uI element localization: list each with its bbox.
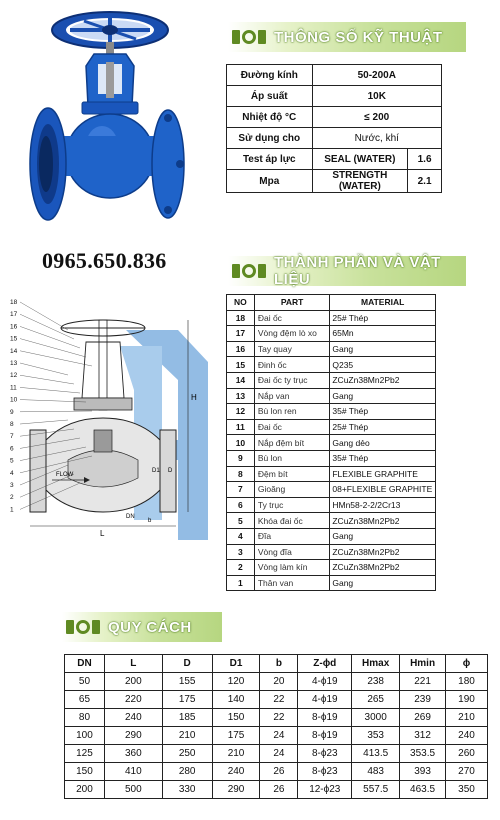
dims-cell: 239 [400,691,446,709]
test-name: SEAL (WATER) [312,149,408,170]
parts-cell-material: Gang [330,575,436,591]
test-value: 2.1 [408,170,442,193]
valve-technical-drawing [8,290,223,580]
parts-row [227,513,436,529]
dims-cell: 175 [162,691,212,709]
spec-label: Đường kính [227,65,313,86]
dims-cell: 353 [352,727,400,745]
dims-cell: 8-ϕ19 [298,727,352,745]
parts-cell-material: 35# Thép [330,404,436,420]
parts-row [227,497,436,513]
specs-header [228,22,466,52]
parts-cell-no: 15 [227,357,255,373]
dims-cell: 280 [162,763,212,781]
spec-value: 50-200A [312,65,441,86]
dims-cell: 557.5 [352,781,400,799]
spec-label: Test áp lực [227,149,313,170]
parts-cell-no: 4 [227,528,255,544]
dims-cell: 413.5 [352,745,400,763]
dims-cell: 22 [260,709,298,727]
parts-row [227,450,436,466]
phone-number: 0965.650.836 [42,248,167,273]
parts-col-material: MATERIAL [330,295,436,311]
parts-cell-material: 35# Thép [330,450,436,466]
dims-cell: 26 [260,781,298,799]
parts-row [227,404,436,420]
parts-cell-part: Bù lon ren [254,404,330,420]
dims-table [64,654,488,799]
dims-cell: 210 [446,709,488,727]
callout-leader-line [20,326,80,348]
parts-cell-part: Đệm bít [254,466,330,482]
dims-cell: 185 [162,709,212,727]
dims-cell: 330 [162,781,212,799]
dims-cell: 140 [212,691,260,709]
specs-row [227,86,442,107]
dims-cell: 290 [212,781,260,799]
dims-cell: 190 [446,691,488,709]
parts-cell-no: 2 [227,560,255,576]
parts-cell-material: FLEXIBLE GRAPHITE [330,466,436,482]
parts-cell-no: 8 [227,466,255,482]
parts-cell-no: 16 [227,341,255,357]
specs-row [227,65,442,86]
parts-header-row [227,295,436,311]
dims-title: QUY CÁCH [108,618,192,636]
dims-cell: 269 [400,709,446,727]
dims-cell: 24 [260,727,298,745]
test-name: STRENGTH (WATER) [312,170,408,193]
parts-row [227,341,436,357]
dim-DN: DN [126,514,135,520]
dims-cell: 350 [446,781,488,799]
dims-col-header: Z-ϕd [298,655,352,673]
parts-row [227,482,436,498]
parts-title: THÀNH PHẦN VÀ VẬT LIỆU [274,254,441,288]
drawing-callout: 16 [10,323,18,331]
parts-cell-no: 1 [227,575,255,591]
dims-cell: 20 [260,673,298,691]
parts-row [227,435,436,451]
spec-label: Mpa [227,170,313,193]
dim-b: b [148,518,152,524]
drawing-callout: 9 [10,408,14,416]
parts-cell-material: 25# Thép [330,419,436,435]
callout-leader-line [20,339,86,357]
parts-row [227,326,436,342]
parts-cell-no: 13 [227,388,255,404]
parts-header [228,256,466,286]
dims-row [65,691,488,709]
callout-leader-line [20,363,68,375]
drawing-callout: 18 [10,299,18,306]
flow-label: FLOW [56,472,74,478]
parts-cell-no: 9 [227,450,255,466]
parts-cell-part: Đai ốc [254,310,330,326]
dim-H: H [191,393,197,402]
dims-cell: 250 [162,745,212,763]
dims-row [65,745,488,763]
spec-value: ≤ 200 [312,107,441,128]
parts-cell-part: Nắp đệm bít [254,435,330,451]
parts-cell-part: Ty trục [254,497,330,513]
parts-row [227,544,436,560]
parts-cell-part: Bù lon [254,450,330,466]
drawing-callout: 11 [10,384,17,392]
drawing-callout: 13 [10,360,18,367]
dims-cell: 238 [352,673,400,691]
dims-row [65,763,488,781]
parts-cell-no: 5 [227,513,255,529]
drawing-callout: 2 [10,494,14,502]
parts-cell-material: Gang [330,528,436,544]
dims-cell: 260 [446,745,488,763]
parts-cell-part: Đai ốc [254,419,330,435]
dims-cell: 120 [212,673,260,691]
dims-row [65,727,488,745]
callout-leader-line [20,351,92,366]
parts-cell-no: 7 [227,482,255,498]
parts-cell-material: 65Mn [330,326,436,342]
parts-cell-material: HMn58-2-2/2Cr13 [330,497,436,513]
parts-cell-material: Gang [330,341,436,357]
callout-leader-line [20,420,68,424]
dims-cell: 50 [65,673,105,691]
brand-logo-icon [232,264,266,278]
spec-value: 10K [312,86,441,107]
parts-table [226,294,436,591]
dims-cell: 312 [400,727,446,745]
dims-cell: 265 [352,691,400,709]
valve-photo [28,6,208,226]
parts-cell-part: Đinh ốc [254,357,330,373]
parts-row [227,466,436,482]
dims-cell: 270 [446,763,488,781]
parts-cell-no: 12 [227,404,255,420]
callout-leader-line [20,375,74,384]
drawing-callout: 15 [10,335,18,343]
dims-cell: 463.5 [400,781,446,799]
specs-table [226,64,442,193]
parts-cell-no: 3 [227,544,255,560]
dims-cell: 8-ϕ23 [298,763,352,781]
parts-cell-part: Khóa đai ốc [254,513,330,529]
spec-value: Nước, khí [312,128,441,149]
parts-cell-material: 08+FLEXIBLE GRAPHITE [330,482,436,498]
parts-cell-part: Vòng đĩa [254,544,330,560]
parts-cell-part: Gioăng [254,482,330,498]
dims-header [62,612,222,642]
callout-leader-line [20,302,68,330]
specs-row [227,149,442,170]
dims-col-header: ϕ [446,655,488,673]
drawing-callout: 5 [10,457,14,465]
dims-cell: 150 [212,709,260,727]
dims-cell: 3000 [352,709,400,727]
dims-header-row [65,655,488,673]
dims-cell: 353.5 [400,745,446,763]
dims-row [65,673,488,691]
brand-logo-icon [66,620,100,634]
dims-col-header: D1 [212,655,260,673]
parts-cell-material: ZCuZn38Mn2Pb2 [330,544,436,560]
dims-cell: 210 [212,745,260,763]
parts-cell-part: Nắp van [254,388,330,404]
dims-cell: 483 [352,763,400,781]
dims-cell: 4-ϕ19 [298,691,352,709]
parts-row [227,310,436,326]
dims-row [65,781,488,799]
dims-col-header: b [260,655,298,673]
dims-cell: 22 [260,691,298,709]
dims-col-header: L [104,655,162,673]
parts-row [227,560,436,576]
dims-cell: 24 [260,745,298,763]
parts-cell-no: 11 [227,419,255,435]
dims-row [65,709,488,727]
callout-leader-line [20,411,92,412]
dims-cell: 360 [104,745,162,763]
test-value: 1.6 [408,149,442,170]
drawing-callout: 1 [10,506,14,514]
dims-cell: 100 [65,727,105,745]
drawing-callout: 8 [10,421,14,428]
dims-cell: 240 [212,763,260,781]
specs-row [227,128,442,149]
spec-label: Nhiệt độ °C [227,107,313,128]
parts-cell-material: Gang dẻo [330,435,436,451]
parts-row [227,419,436,435]
dims-cell: 410 [104,763,162,781]
parts-cell-part: Đĩa [254,528,330,544]
specs-row [227,170,442,193]
drawing-callout: 12 [10,372,18,380]
parts-cell-no: 17 [227,326,255,342]
dims-cell: 26 [260,763,298,781]
dims-cell: 200 [104,673,162,691]
dims-cell: 150 [65,763,105,781]
brand-logo-icon [232,30,266,44]
parts-cell-material: Gang [330,388,436,404]
parts-cell-material: ZCuZn38Mn2Pb2 [330,560,436,576]
specs-title: THÔNG SỐ KỸ THUẬT [274,28,443,46]
dims-cell: 240 [104,709,162,727]
spec-label: Sử dụng cho [227,128,313,149]
parts-cell-material: 25# Thép [330,310,436,326]
specs-row [227,107,442,128]
parts-cell-material: ZCuZn38Mn2Pb2 [330,513,436,529]
dims-cell: 8-ϕ23 [298,745,352,763]
parts-row [227,575,436,591]
parts-cell-part: Thân van [254,575,330,591]
parts-col-no: NO [227,295,255,311]
parts-cell-part: Đai ốc ty trục [254,372,330,388]
dim-D1: D1 [152,468,160,474]
dims-col-header: D [162,655,212,673]
parts-cell-no: 18 [227,310,255,326]
parts-cell-no: 6 [227,497,255,513]
dims-col-header: Hmax [352,655,400,673]
callout-leader-line [20,387,80,393]
dims-cell: 290 [104,727,162,745]
parts-row [227,357,436,373]
dims-cell: 80 [65,709,105,727]
drawing-callout: 4 [10,469,14,477]
dims-cell: 240 [446,727,488,745]
parts-cell-part: Tay quay [254,341,330,357]
dims-cell: 155 [162,673,212,691]
parts-row [227,528,436,544]
dim-L: L [100,529,105,538]
parts-cell-no: 14 [227,372,255,388]
parts-row [227,372,436,388]
dim-D: D [168,468,173,474]
dims-cell: 125 [65,745,105,763]
dims-cell: 65 [65,691,105,709]
drawing-callout: 7 [10,433,14,441]
drawing-callout: 17 [10,311,18,319]
dims-cell: 500 [104,781,162,799]
parts-cell-material: ZCuZn38Mn2Pb2 [330,372,436,388]
dims-cell: 200 [65,781,105,799]
parts-cell-part: Vòng đệm lò xo [254,326,330,342]
parts-col-part: PART [254,295,330,311]
dims-cell: 180 [446,673,488,691]
dims-cell: 4-ϕ19 [298,673,352,691]
dims-cell: 8-ϕ19 [298,709,352,727]
parts-row [227,388,436,404]
dims-col-header: Hmin [400,655,446,673]
drawing-callout: 6 [10,445,14,453]
parts-cell-no: 10 [227,435,255,451]
dims-col-header: DN [65,655,105,673]
dims-cell: 210 [162,727,212,745]
drawing-callout: 14 [10,347,18,355]
dims-cell: 221 [400,673,446,691]
drawing-callout: 3 [10,482,14,489]
dims-cell: 175 [212,727,260,745]
dims-cell: 220 [104,691,162,709]
spec-label: Áp suất [227,86,313,107]
parts-cell-material: Q235 [330,357,436,373]
drawing-callout: 10 [10,396,18,404]
dims-cell: 393 [400,763,446,781]
parts-cell-part: Vòng làm kín [254,560,330,576]
dims-cell: 12-ϕ23 [298,781,352,799]
